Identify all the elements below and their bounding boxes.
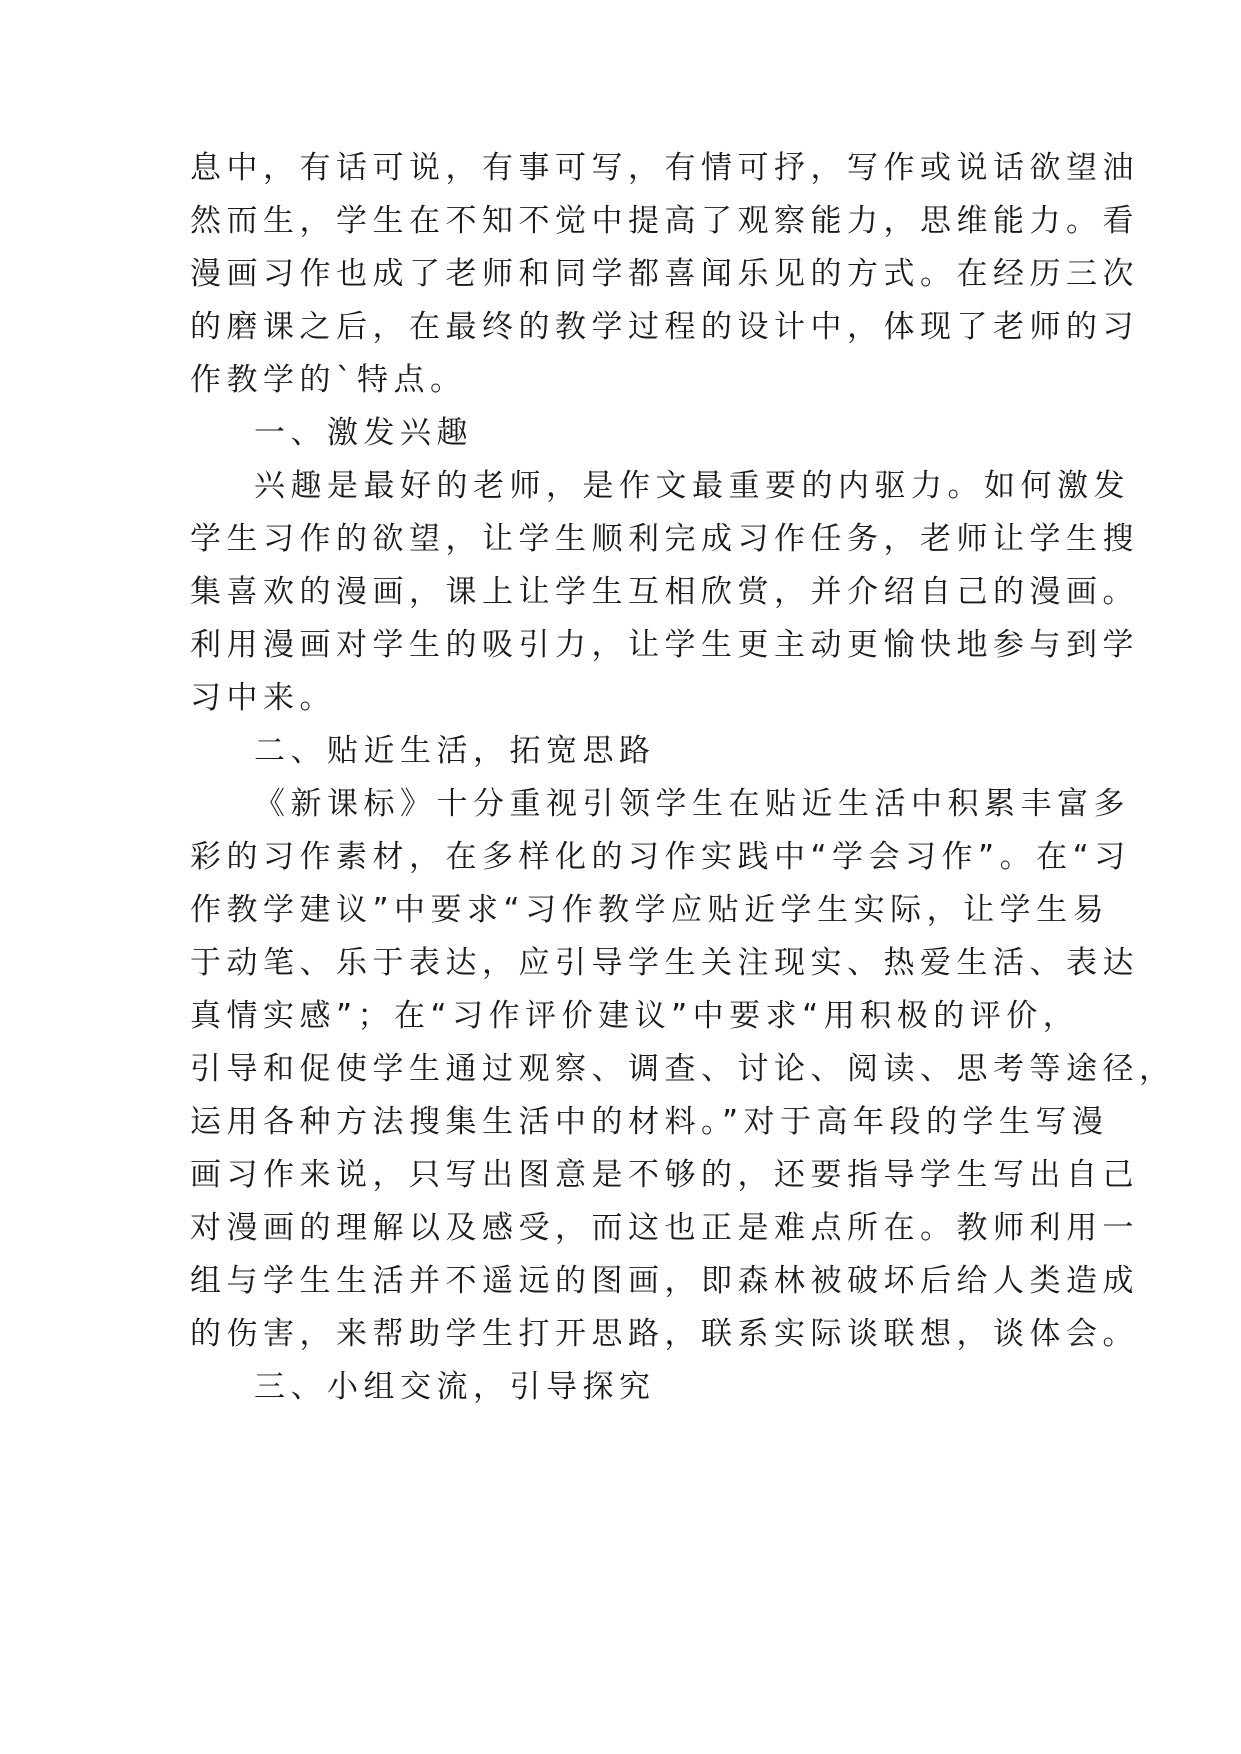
text-line: 彩的习作素材，在多样化的习作实践中“学会习作”。在“习 bbox=[190, 839, 1131, 875]
section-heading: 一、激发兴趣 bbox=[254, 415, 473, 451]
text-line: 的伤害，来帮助学生打开思路，联系实际谈联想，谈体会。 bbox=[190, 1316, 1139, 1352]
text-line: 息中，有话可说，有事可写，有情可抒，写作或说话欲望油 bbox=[190, 150, 1139, 186]
section-heading: 三、小组交流，引导探究 bbox=[254, 1369, 656, 1405]
text-line: 《新课标》十分重视引领学生在贴近生活中积累丰富多 bbox=[254, 786, 1130, 822]
text-line: 漫画习作也成了老师和同学都喜闻乐见的方式。在经历三次 bbox=[190, 256, 1139, 292]
text-line: 对漫画的理解以及感受，而这也正是难点所在。教师利用一 bbox=[190, 1210, 1139, 1246]
text-line: 利用漫画对学生的吸引力，让学生更主动更愉快地参与到学 bbox=[190, 627, 1139, 663]
section-heading: 二、贴近生活，拓宽思路 bbox=[254, 733, 656, 769]
text-line: 学生习作的欲望，让学生顺利完成习作任务，老师让学生搜 bbox=[190, 521, 1139, 557]
text-line: 作教学的`特点。 bbox=[190, 362, 467, 398]
text-line: 习中来。 bbox=[190, 680, 336, 716]
text-line: 然而生，学生在不知不觉中提高了观察能力，思维能力。看 bbox=[190, 203, 1139, 239]
text-line: 运用各种方法搜集生活中的材料。”对于高年段的学生写漫 bbox=[190, 1104, 1109, 1140]
text-line: 画习作来说，只写出图意是不够的，还要指导学生写出自己 bbox=[190, 1157, 1139, 1193]
text-line: 真情实感”；在“习作评价建议”中要求“用积极的评价， bbox=[190, 998, 1080, 1034]
text-line: 兴趣是最好的老师，是作文最重要的内驱力。如何激发 bbox=[254, 468, 1130, 504]
text-line: 于动笔、乐于表达，应引导学生关注现实、热爱生活、表达 bbox=[190, 945, 1139, 981]
text-line: 作教学建议”中要求“习作教学应贴近学生实际，让学生易 bbox=[190, 892, 1110, 928]
text-line: 引导和促使学生通过观察、调查、讨论、阅读、思考等途径， bbox=[190, 1051, 1176, 1087]
text-line: 的磨课之后，在最终的教学过程的设计中，体现了老师的习 bbox=[190, 309, 1139, 345]
text-line: 集喜欢的漫画，课上让学生互相欣赏，并介绍自己的漫画。 bbox=[190, 574, 1139, 610]
text-line: 组与学生生活并不遥远的图画，即森林被破坏后给人类造成 bbox=[190, 1263, 1139, 1299]
